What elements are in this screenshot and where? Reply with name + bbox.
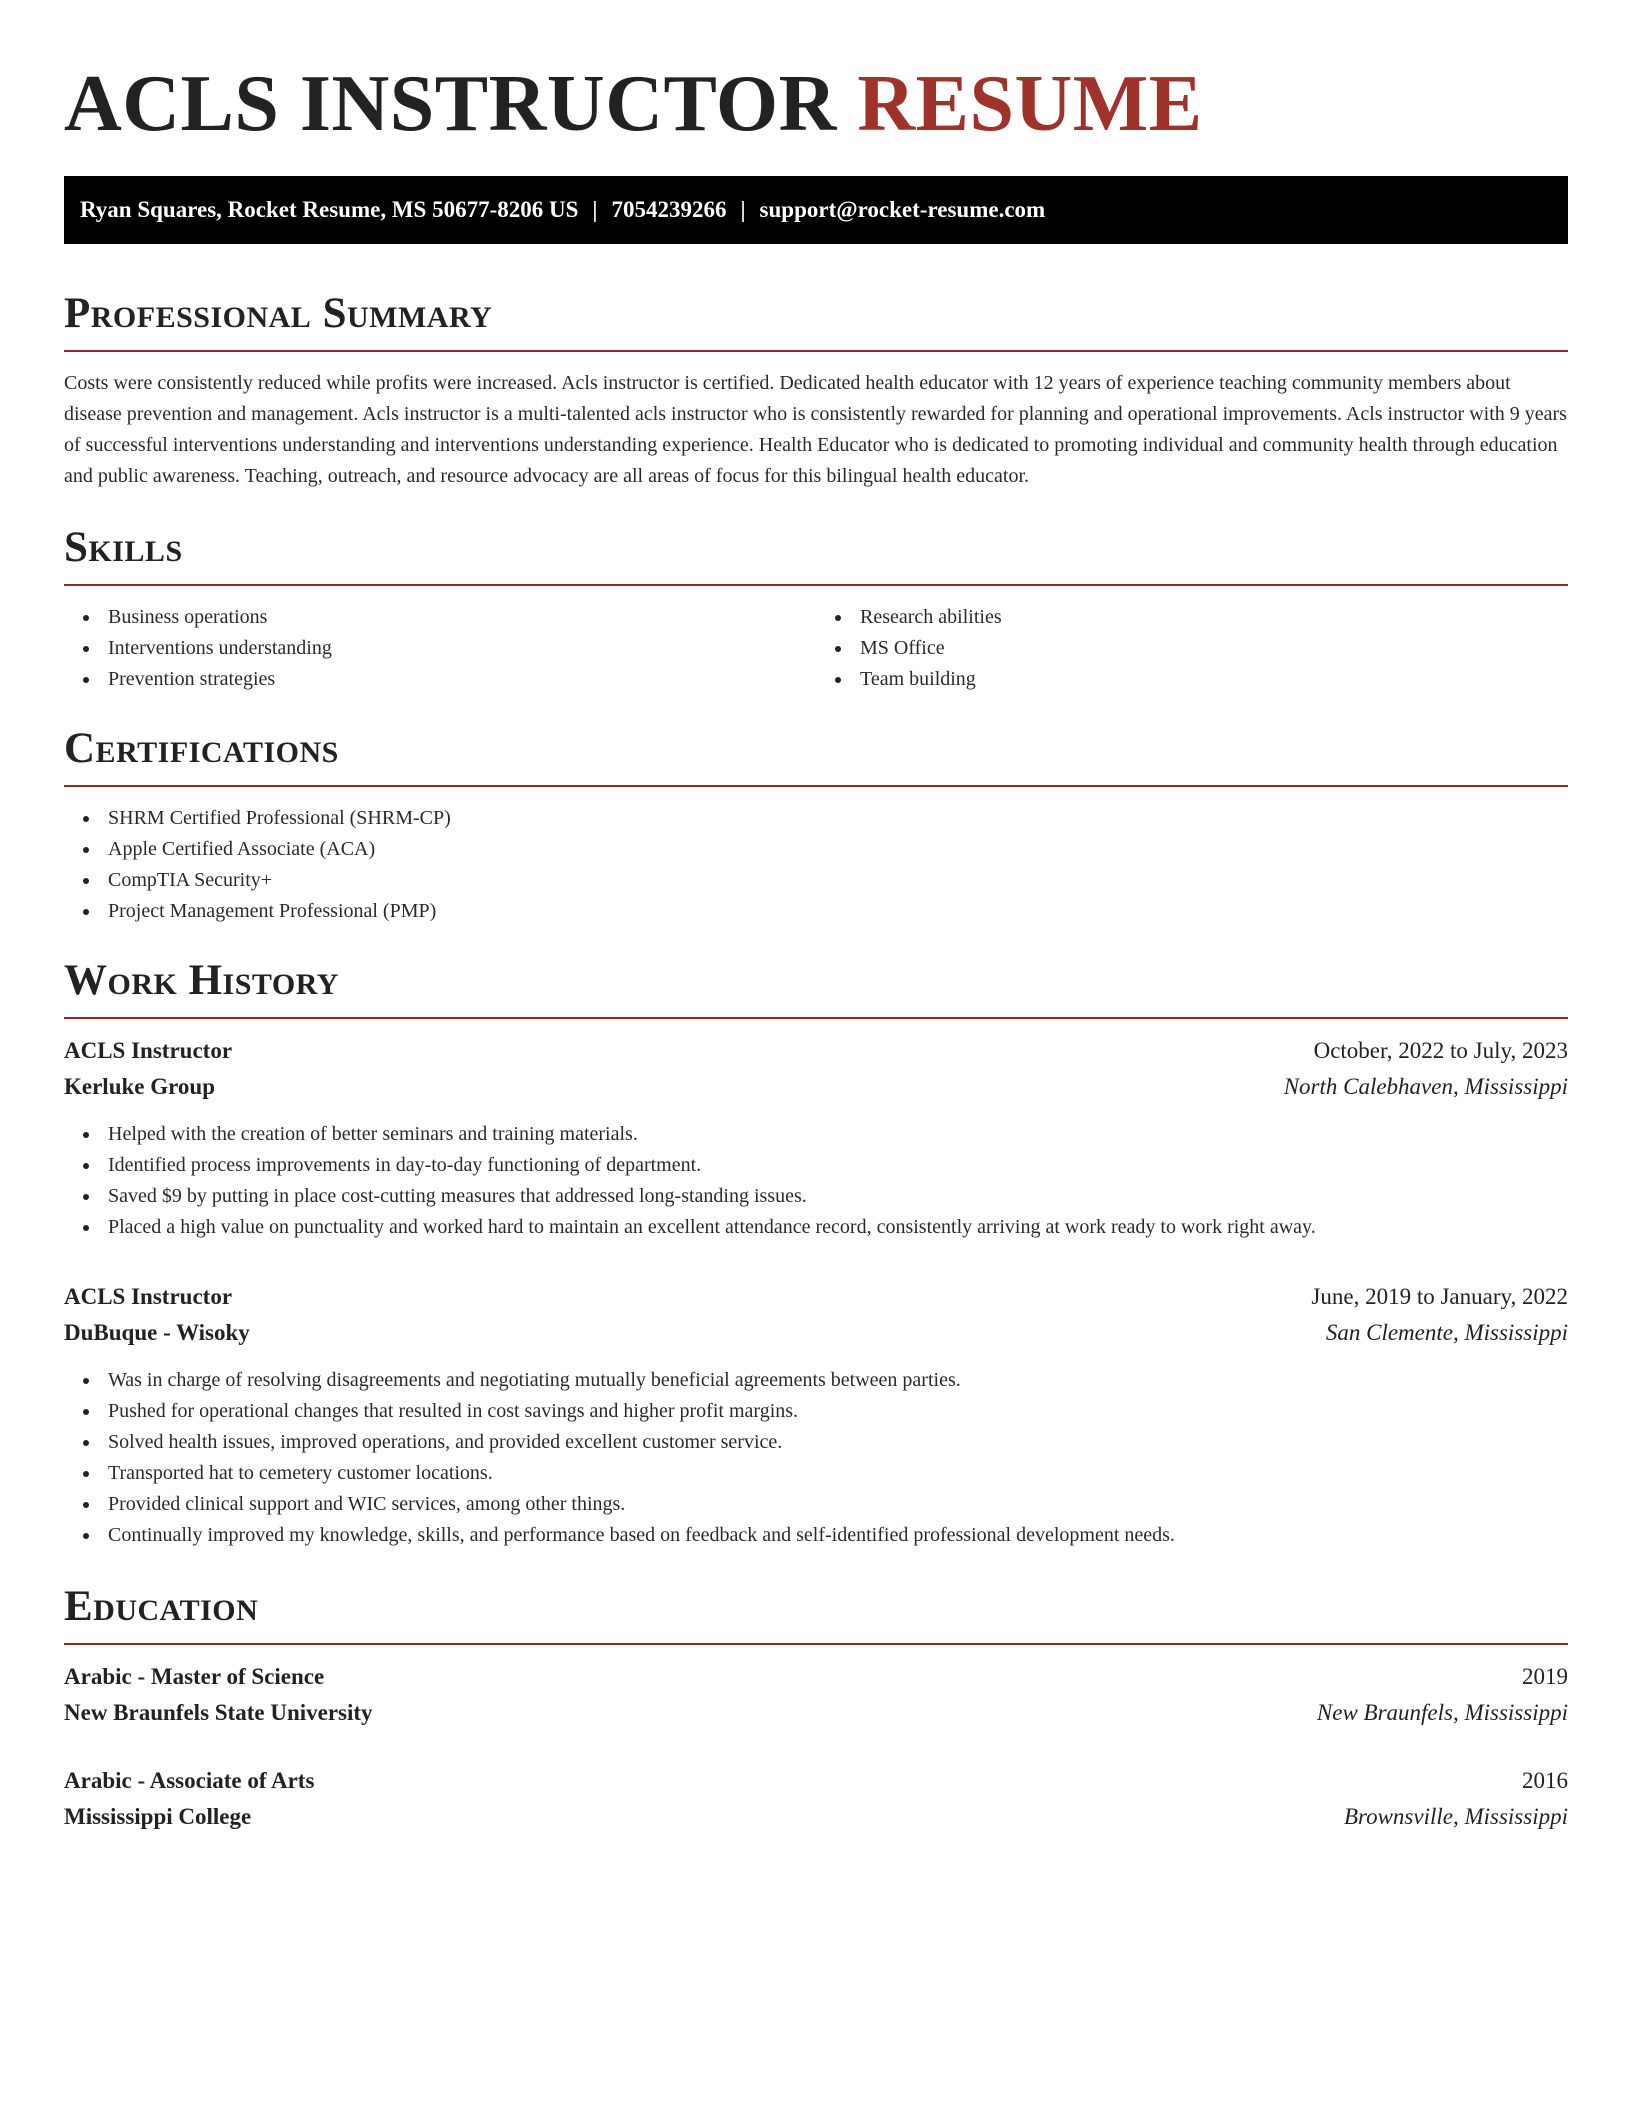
title-main: ACLS INSTRUCTOR <box>64 60 837 148</box>
resume-page <box>64 0 1568 1835</box>
list-item: Research abilities <box>860 602 1568 633</box>
list-item: Solved health issues, improved operations, and provided excellent customer service. <box>108 1427 1568 1458</box>
certifications-heading: Certifications <box>64 725 339 772</box>
job-location: North Calebhaven, Mississippi <box>1283 1074 1568 1099</box>
skills-heading: Skills <box>64 524 183 571</box>
list-item: Apple Certified Associate (ACA) <box>108 834 1568 865</box>
list-item: Prevention strategies <box>108 664 816 695</box>
contact-email: support@rocket-resume.com <box>759 197 1046 222</box>
school-location: New Braunfels, Mississippi <box>1316 1700 1568 1725</box>
list-item: Interventions understanding <box>108 633 816 664</box>
list-item: Provided clinical support and WIC services, among other things. <box>108 1489 1568 1520</box>
job-company-row <box>64 1069 1568 1105</box>
work-heading: Work History <box>64 957 339 1004</box>
job-company: DuBuque - Wisoky <box>64 1320 250 1345</box>
skills-section <box>64 522 1568 695</box>
list-item: Team building <box>860 664 1568 695</box>
contact-separator: | <box>592 197 598 222</box>
education-entry <box>64 1763 1568 1835</box>
list-item: Business operations <box>108 602 816 633</box>
degree: Arabic - Master of Science <box>64 1664 325 1689</box>
school-row <box>64 1799 1568 1835</box>
resume-title <box>64 0 1568 154</box>
job-entry <box>64 1279 1568 1551</box>
list-item: Helped with the creation of better seminars and training materials. <box>108 1119 1568 1150</box>
list-item: MS Office <box>860 633 1568 664</box>
list-item: Saved $9 by putting in place cost-cutting measures that addressed long-standing issues. <box>108 1181 1568 1212</box>
list-item: Was in charge of resolving disagreements and negotiating mutually beneficial agreements between parties. <box>108 1365 1568 1396</box>
work-section <box>64 955 1568 1551</box>
list-item: CompTIA Security+ <box>108 865 1568 896</box>
education-section <box>64 1581 1568 1835</box>
summary-section <box>64 288 1568 492</box>
job-company-row <box>64 1315 1568 1351</box>
job-bullets <box>64 1119 1568 1243</box>
job-bullets <box>64 1365 1568 1551</box>
list-item: Placed a high value on punctuality and worked hard to maintain an excellent attendance record, consistently arriving at work ready to work right away. <box>108 1212 1568 1243</box>
job-dates: June, 2019 to January, 2022 <box>1311 1284 1568 1309</box>
job-title: ACLS Instructor <box>64 1038 233 1063</box>
certifications-list <box>64 803 1568 927</box>
summary-heading: Professional Summary <box>64 290 493 337</box>
education-entry <box>64 1659 1568 1731</box>
contact-phone: 7054239266 <box>611 197 727 222</box>
job-title-row <box>64 1033 1568 1069</box>
school: New Braunfels State University <box>64 1700 373 1725</box>
job-company: Kerluke Group <box>64 1074 216 1099</box>
job-dates: October, 2022 to July, 2023 <box>1313 1038 1568 1063</box>
school: Mississippi College <box>64 1804 252 1829</box>
job-location: San Clemente, Mississippi <box>1325 1320 1568 1345</box>
list-item: Identified process improvements in day-to-day functioning of department. <box>108 1150 1568 1181</box>
skills-grid <box>64 586 1568 695</box>
degree: Arabic - Associate of Arts <box>64 1768 315 1793</box>
list-item: Transported hat to cemetery customer locations. <box>108 1458 1568 1489</box>
contact-separator: | <box>740 197 746 222</box>
skills-list-left <box>64 602 816 695</box>
section-divider <box>64 1643 1568 1645</box>
list-item: Project Management Professional (PMP) <box>108 896 1568 927</box>
summary-text: Costs were consistently reduced while profits were increased. Acls instructor is certified. Dedicated health educator with 12 years of experience teaching community members about disease prevention and management. Acls instructor is a multi-talented acls instructor who is consistently rewarded for planning and operational improvements. Acls instructor with 9 years of successful interventions understanding and interventions understanding experience. Health Educator who is dedicated to promoting individual and community health through education and public awareness. Teaching, outreach, and resource advocacy are all areas of focus for this bilingual health educator. <box>64 372 1567 487</box>
graduation-year: 2019 <box>1522 1664 1568 1689</box>
title-accent: RESUME <box>857 60 1203 148</box>
graduation-year: 2016 <box>1522 1768 1568 1793</box>
job-title: ACLS Instructor <box>64 1284 233 1309</box>
job-title-row <box>64 1279 1568 1315</box>
school-row <box>64 1695 1568 1731</box>
certifications-section <box>64 723 1568 927</box>
list-item: Continually improved my knowledge, skills, and performance based on feedback and self-identified professional development needs. <box>108 1520 1568 1551</box>
contact-address: Ryan Squares, Rocket Resume, MS 50677-8206 US <box>80 197 579 222</box>
list-item: Pushed for operational changes that resulted in cost savings and higher profit margins. <box>108 1396 1568 1427</box>
section-divider <box>64 1017 1568 1019</box>
section-divider <box>64 785 1568 787</box>
degree-row <box>64 1659 1568 1695</box>
contact-bar <box>64 176 1568 244</box>
degree-row <box>64 1763 1568 1799</box>
section-divider <box>64 350 1568 352</box>
list-item: SHRM Certified Professional (SHRM-CP) <box>108 803 1568 834</box>
job-entry <box>64 1033 1568 1243</box>
education-heading: Education <box>64 1583 259 1630</box>
school-location: Brownsville, Mississippi <box>1343 1804 1568 1829</box>
skills-list-right <box>816 602 1568 695</box>
